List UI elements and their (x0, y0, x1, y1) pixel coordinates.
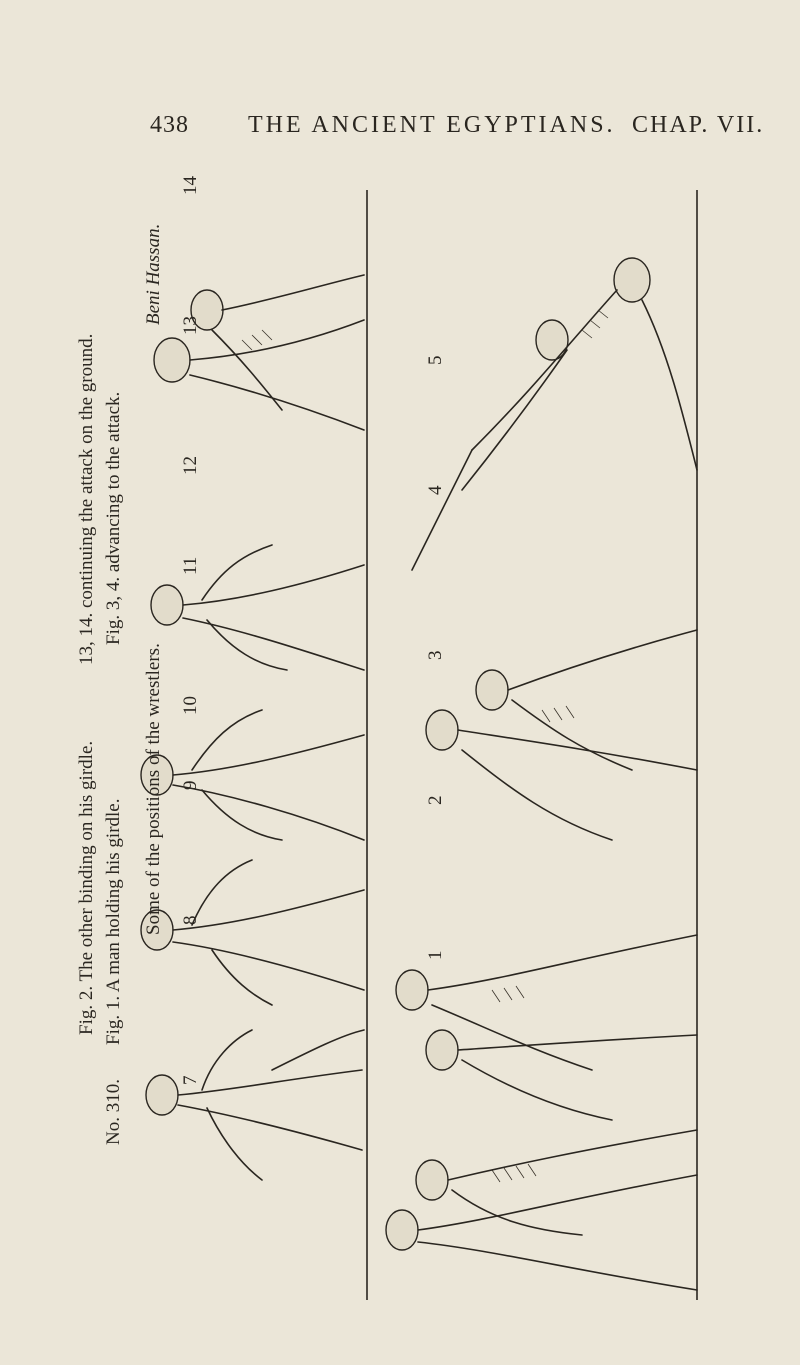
caption-fig13-14: 13, 14. continuing the attack on the ground. (76, 333, 97, 665)
running-title: THE ANCIENT EGYPTIANS. (248, 112, 616, 138)
chapter-label: CHAP. VII. (632, 112, 765, 138)
caption-fig3-4: Fig. 3, 4. advancing to the attack. (103, 391, 124, 645)
figure-number-11: 11 (180, 556, 201, 575)
figure-number-8: 8 (180, 915, 201, 925)
figure-number-14: 14 (180, 176, 201, 195)
figure-number-7: 7 (180, 1075, 201, 1085)
caption-title: Some of the positions of the wrestlers. (143, 643, 164, 935)
page-number: 438 (150, 112, 189, 138)
figure-number-2: 2 (425, 795, 446, 805)
figure-number-4: 4 (425, 485, 446, 495)
caption-fig2: Fig. 2. The other binding on his girdle. (76, 740, 97, 1035)
caption-number: No. 310. (103, 1079, 124, 1145)
caption-fig1: Fig. 1. A man holding his girdle. (103, 798, 124, 1045)
figure-number-1: 1 (425, 950, 446, 960)
caption-source: Beni Hassan. (143, 223, 164, 325)
figure-number-12: 12 (180, 456, 201, 475)
figure-number-13: 13 (180, 316, 201, 335)
figure-number-10: 10 (180, 696, 201, 715)
figure-number-5: 5 (425, 355, 446, 365)
figure-number-3: 3 (425, 650, 446, 660)
figure-number-9: 9 (180, 780, 201, 790)
